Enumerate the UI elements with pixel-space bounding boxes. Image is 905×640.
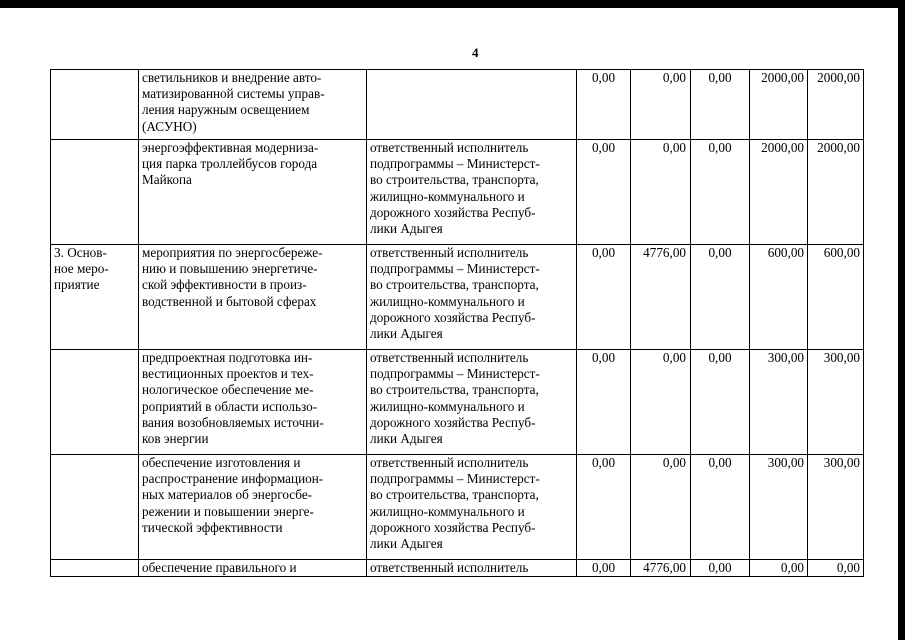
funding-value-cell: 0,00	[691, 245, 750, 350]
funding-value-cell: 0,00	[631, 455, 691, 560]
activity-name-cell-line: ской эффективности в произ-	[142, 277, 307, 293]
executor-cell-line: дорожного хозяйства Респуб-	[370, 414, 536, 430]
executor-cell-line: ответственный исполнитель	[370, 140, 529, 155]
funding-value-cell: 4776,00	[631, 560, 691, 577]
executor-cell-line: дорожного хозяйства Респуб-	[370, 204, 536, 220]
activity-name-cell	[139, 70, 367, 140]
activity-name-cell-line: нологическое обеспечение ме-	[142, 382, 314, 398]
activity-name-cell-line: предпроектная подготовка ин-	[142, 350, 313, 365]
funding-value-cell: 0,00	[577, 350, 631, 455]
executor-cell-line: ответственный исполнитель	[370, 560, 529, 575]
scan-right-border	[898, 0, 905, 640]
executor-cell-line: дорожного хозяйства Респуб-	[370, 519, 536, 535]
executor-cell	[367, 70, 577, 140]
activity-name-cell-line: Майкопа	[142, 172, 192, 188]
activity-name-cell	[139, 140, 367, 245]
activity-name-cell-line: мероприятия по энергосбереже-	[142, 245, 323, 260]
funding-value-cell: 300,00	[808, 350, 864, 455]
funding-value-cell: 600,00	[808, 245, 864, 350]
table-body	[51, 70, 864, 577]
executor-cell	[367, 140, 577, 245]
funding-value-cell: 0,00	[577, 455, 631, 560]
activity-name-cell-line: (АСУНО)	[142, 118, 197, 134]
activity-number-cell	[51, 560, 139, 577]
program-activities-table	[50, 69, 864, 577]
executor-cell-line: жилищно-коммунального и	[370, 398, 525, 414]
funding-value-cell: 300,00	[808, 455, 864, 560]
executor-cell-line: ответственный исполнитель	[370, 245, 529, 260]
table-row	[51, 70, 864, 140]
executor-cell-line: ответственный исполнитель	[370, 455, 529, 470]
executor-cell-line: подпрограммы – Министерст-	[370, 366, 540, 382]
funding-value-cell: 0,00	[691, 560, 750, 577]
funding-value-cell: 0,00	[577, 560, 631, 577]
funding-value-cell: 0,00	[631, 70, 691, 140]
activity-number-cell-line: приятие	[54, 277, 100, 293]
executor-cell-line: лики Адыгея	[370, 326, 443, 342]
activity-name-cell	[139, 455, 367, 560]
executor-cell-line: во строительства, транспорта,	[370, 382, 539, 398]
activity-name-cell-line: водственной и бытовой сферах	[142, 293, 317, 309]
activity-name-cell-line: матизированной системы управ-	[142, 86, 325, 102]
executor-cell-line: ответственный исполнитель	[370, 350, 529, 365]
funding-value-cell: 600,00	[750, 245, 808, 350]
activity-number-cell-line: ное меро-	[54, 261, 109, 277]
executor-cell	[367, 560, 577, 577]
executor-cell-line: лики Адыгея	[370, 221, 443, 237]
activity-name-cell-line: ных материалов об энергосбе-	[142, 487, 313, 503]
executor-cell-line: подпрограммы – Министерст-	[370, 156, 540, 172]
funding-value-cell: 0,00	[577, 140, 631, 245]
activity-number-cell-line: 3. Основ-	[54, 245, 107, 260]
activity-name-cell	[139, 560, 367, 577]
activity-name-cell-line: обеспечение правильного и	[142, 560, 297, 575]
activity-number-cell	[51, 70, 139, 140]
funding-value-cell: 0,00	[808, 560, 864, 577]
funding-value-cell: 0,00	[577, 245, 631, 350]
funding-value-cell: 0,00	[577, 70, 631, 140]
executor-cell-line: лики Адыгея	[370, 536, 443, 552]
executor-cell	[367, 455, 577, 560]
executor-cell-line: во строительства, транспорта,	[370, 277, 539, 293]
activity-name-cell-line: вестиционных проектов и тех-	[142, 366, 314, 382]
executor-cell-line: во строительства, транспорта,	[370, 172, 539, 188]
activity-name-cell-line: вания возобновляемых источни-	[142, 414, 324, 430]
activity-name-cell-line: обеспечение изготовления и	[142, 455, 301, 470]
activity-name-cell-line: тической эффективности	[142, 519, 283, 535]
funding-value-cell: 2000,00	[750, 140, 808, 245]
executor-cell-line: во строительства, транспорта,	[370, 487, 539, 503]
page-number: 4	[472, 45, 479, 60]
activity-name-cell-line: режении и повышении энерге-	[142, 503, 314, 519]
executor-cell-line: жилищно-коммунального и	[370, 188, 525, 204]
funding-value-cell: 0,00	[631, 350, 691, 455]
table-row	[51, 140, 864, 245]
funding-value-cell: 0,00	[750, 560, 808, 577]
funding-value-cell: 0,00	[691, 140, 750, 245]
executor-cell	[367, 245, 577, 350]
activity-name-cell-line: распространение информацион-	[142, 471, 324, 487]
executor-cell-line: жилищно-коммунального и	[370, 503, 525, 519]
activity-number-cell	[51, 245, 139, 350]
funding-value-cell: 2000,00	[808, 140, 864, 245]
activity-number-cell	[51, 350, 139, 455]
funding-value-cell: 0,00	[691, 350, 750, 455]
activity-name-cell	[139, 245, 367, 350]
activity-number-cell	[51, 455, 139, 560]
funding-value-cell: 0,00	[691, 455, 750, 560]
activity-name-cell	[139, 350, 367, 455]
activity-name-cell-line: энергоэффективная модерниза-	[142, 140, 319, 155]
executor-cell-line: подпрограммы – Министерст-	[370, 261, 540, 277]
funding-value-cell: 2000,00	[808, 70, 864, 140]
activity-name-cell-line: ления наружным освещением	[142, 102, 310, 118]
executor-cell-line: жилищно-коммунального и	[370, 293, 525, 309]
funding-value-cell: 0,00	[631, 140, 691, 245]
executor-cell-line: дорожного хозяйства Респуб-	[370, 309, 536, 325]
table-row	[51, 245, 864, 350]
table-row	[51, 455, 864, 560]
scan-top-border	[0, 0, 905, 8]
funding-value-cell: 300,00	[750, 350, 808, 455]
funding-value-cell: 0,00	[691, 70, 750, 140]
activity-name-cell-line: роприятий в области использо-	[142, 398, 318, 414]
funding-value-cell: 300,00	[750, 455, 808, 560]
funding-value-cell: 2000,00	[750, 70, 808, 140]
executor-cell	[367, 350, 577, 455]
activity-name-cell-line: нию и повышению энергетиче-	[142, 261, 318, 277]
activity-name-cell-line: ция парка троллейбусов города	[142, 156, 318, 172]
executor-cell-line: подпрограммы – Министерст-	[370, 471, 540, 487]
table-row	[51, 560, 864, 577]
activity-name-cell-line: ков энергии	[142, 431, 209, 447]
funding-value-cell: 4776,00	[631, 245, 691, 350]
activity-number-cell	[51, 140, 139, 245]
executor-cell-line: лики Адыгея	[370, 431, 443, 447]
table-row	[51, 350, 864, 455]
activity-name-cell-line: светильников и внедрение авто-	[142, 70, 322, 85]
